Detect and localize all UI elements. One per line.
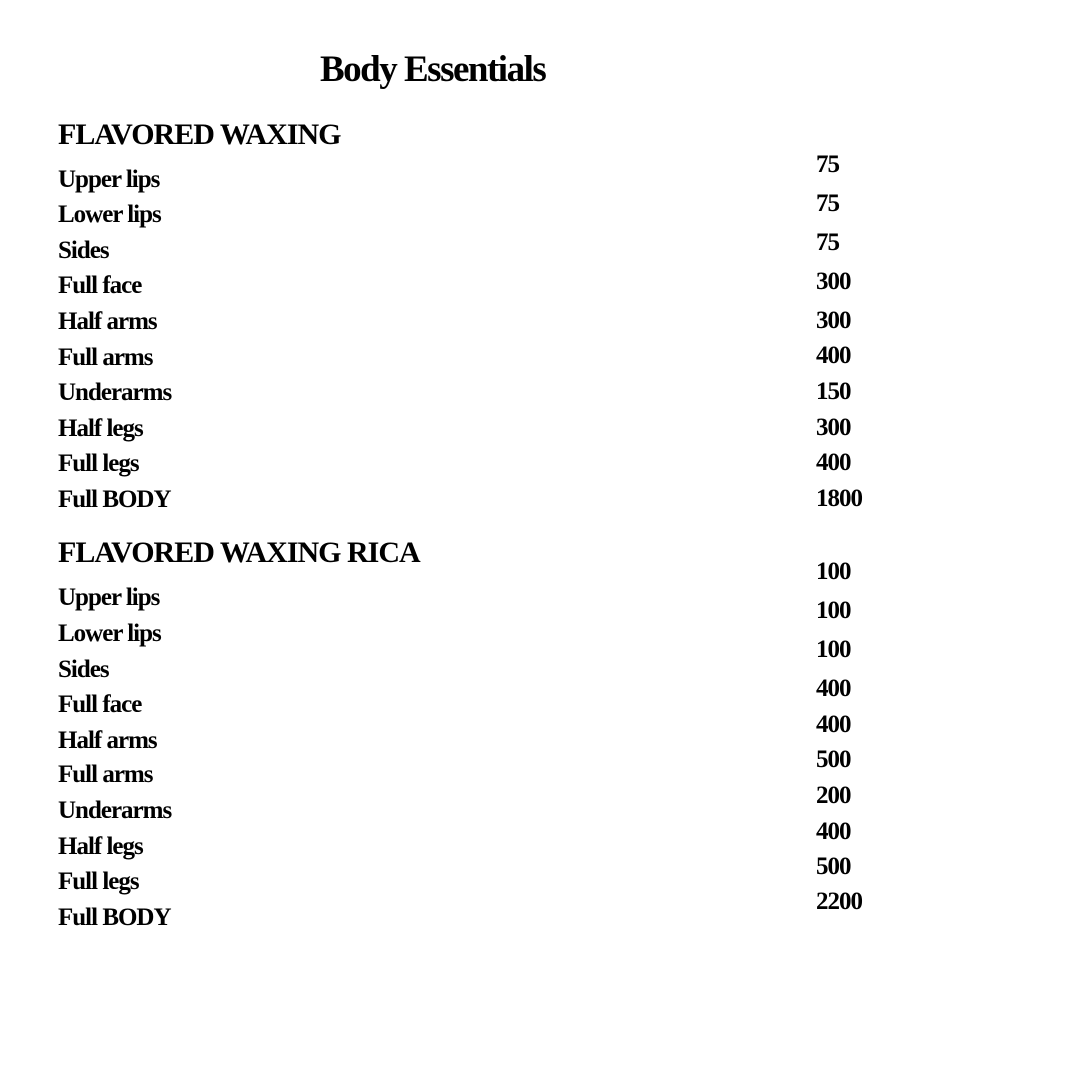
- service-name: Full arms: [58, 761, 153, 788]
- service-name: Full BODY: [58, 904, 171, 931]
- service-price: 400: [816, 711, 851, 738]
- service-price: 75: [816, 190, 839, 217]
- service-price: 500: [816, 746, 851, 773]
- service-name: Sides: [58, 656, 109, 683]
- service-price: 100: [816, 597, 851, 624]
- service-name: Half legs: [58, 833, 143, 860]
- service-name: Half legs: [58, 415, 143, 442]
- service-name: Full legs: [58, 450, 139, 477]
- service-price: 1800: [816, 485, 862, 512]
- service-name: Underarms: [58, 379, 172, 406]
- service-name: Sides: [58, 237, 109, 264]
- service-price: 75: [816, 151, 839, 178]
- service-name: Half arms: [58, 727, 157, 754]
- page-title: Body Essentials: [320, 49, 546, 90]
- service-name: Half arms: [58, 308, 157, 335]
- service-price: 400: [816, 818, 851, 845]
- service-price: 75: [816, 229, 839, 256]
- service-name: Full face: [58, 272, 142, 299]
- service-name: Full face: [58, 691, 142, 718]
- service-name: Lower lips: [58, 620, 161, 647]
- service-price: 2200: [816, 888, 862, 915]
- service-price: 100: [816, 636, 851, 663]
- section-heading: FLAVORED WAXING: [58, 118, 341, 151]
- service-name: Underarms: [58, 797, 172, 824]
- service-name: Lower lips: [58, 201, 161, 228]
- service-price: 400: [816, 449, 851, 476]
- service-price: 300: [816, 268, 851, 295]
- service-name: Full BODY: [58, 486, 171, 513]
- service-price: 150: [816, 378, 851, 405]
- service-name: Upper lips: [58, 584, 160, 611]
- service-price: 300: [816, 414, 851, 441]
- service-price: 400: [816, 342, 851, 369]
- service-price: 500: [816, 853, 851, 880]
- service-name: Full legs: [58, 868, 139, 895]
- service-price: 400: [816, 675, 851, 702]
- service-name: Upper lips: [58, 166, 160, 193]
- service-price: 100: [816, 558, 851, 585]
- service-price: 200: [816, 782, 851, 809]
- service-name: Full arms: [58, 344, 153, 371]
- service-price: 300: [816, 307, 851, 334]
- section-heading: FLAVORED WAXING RICA: [58, 536, 420, 569]
